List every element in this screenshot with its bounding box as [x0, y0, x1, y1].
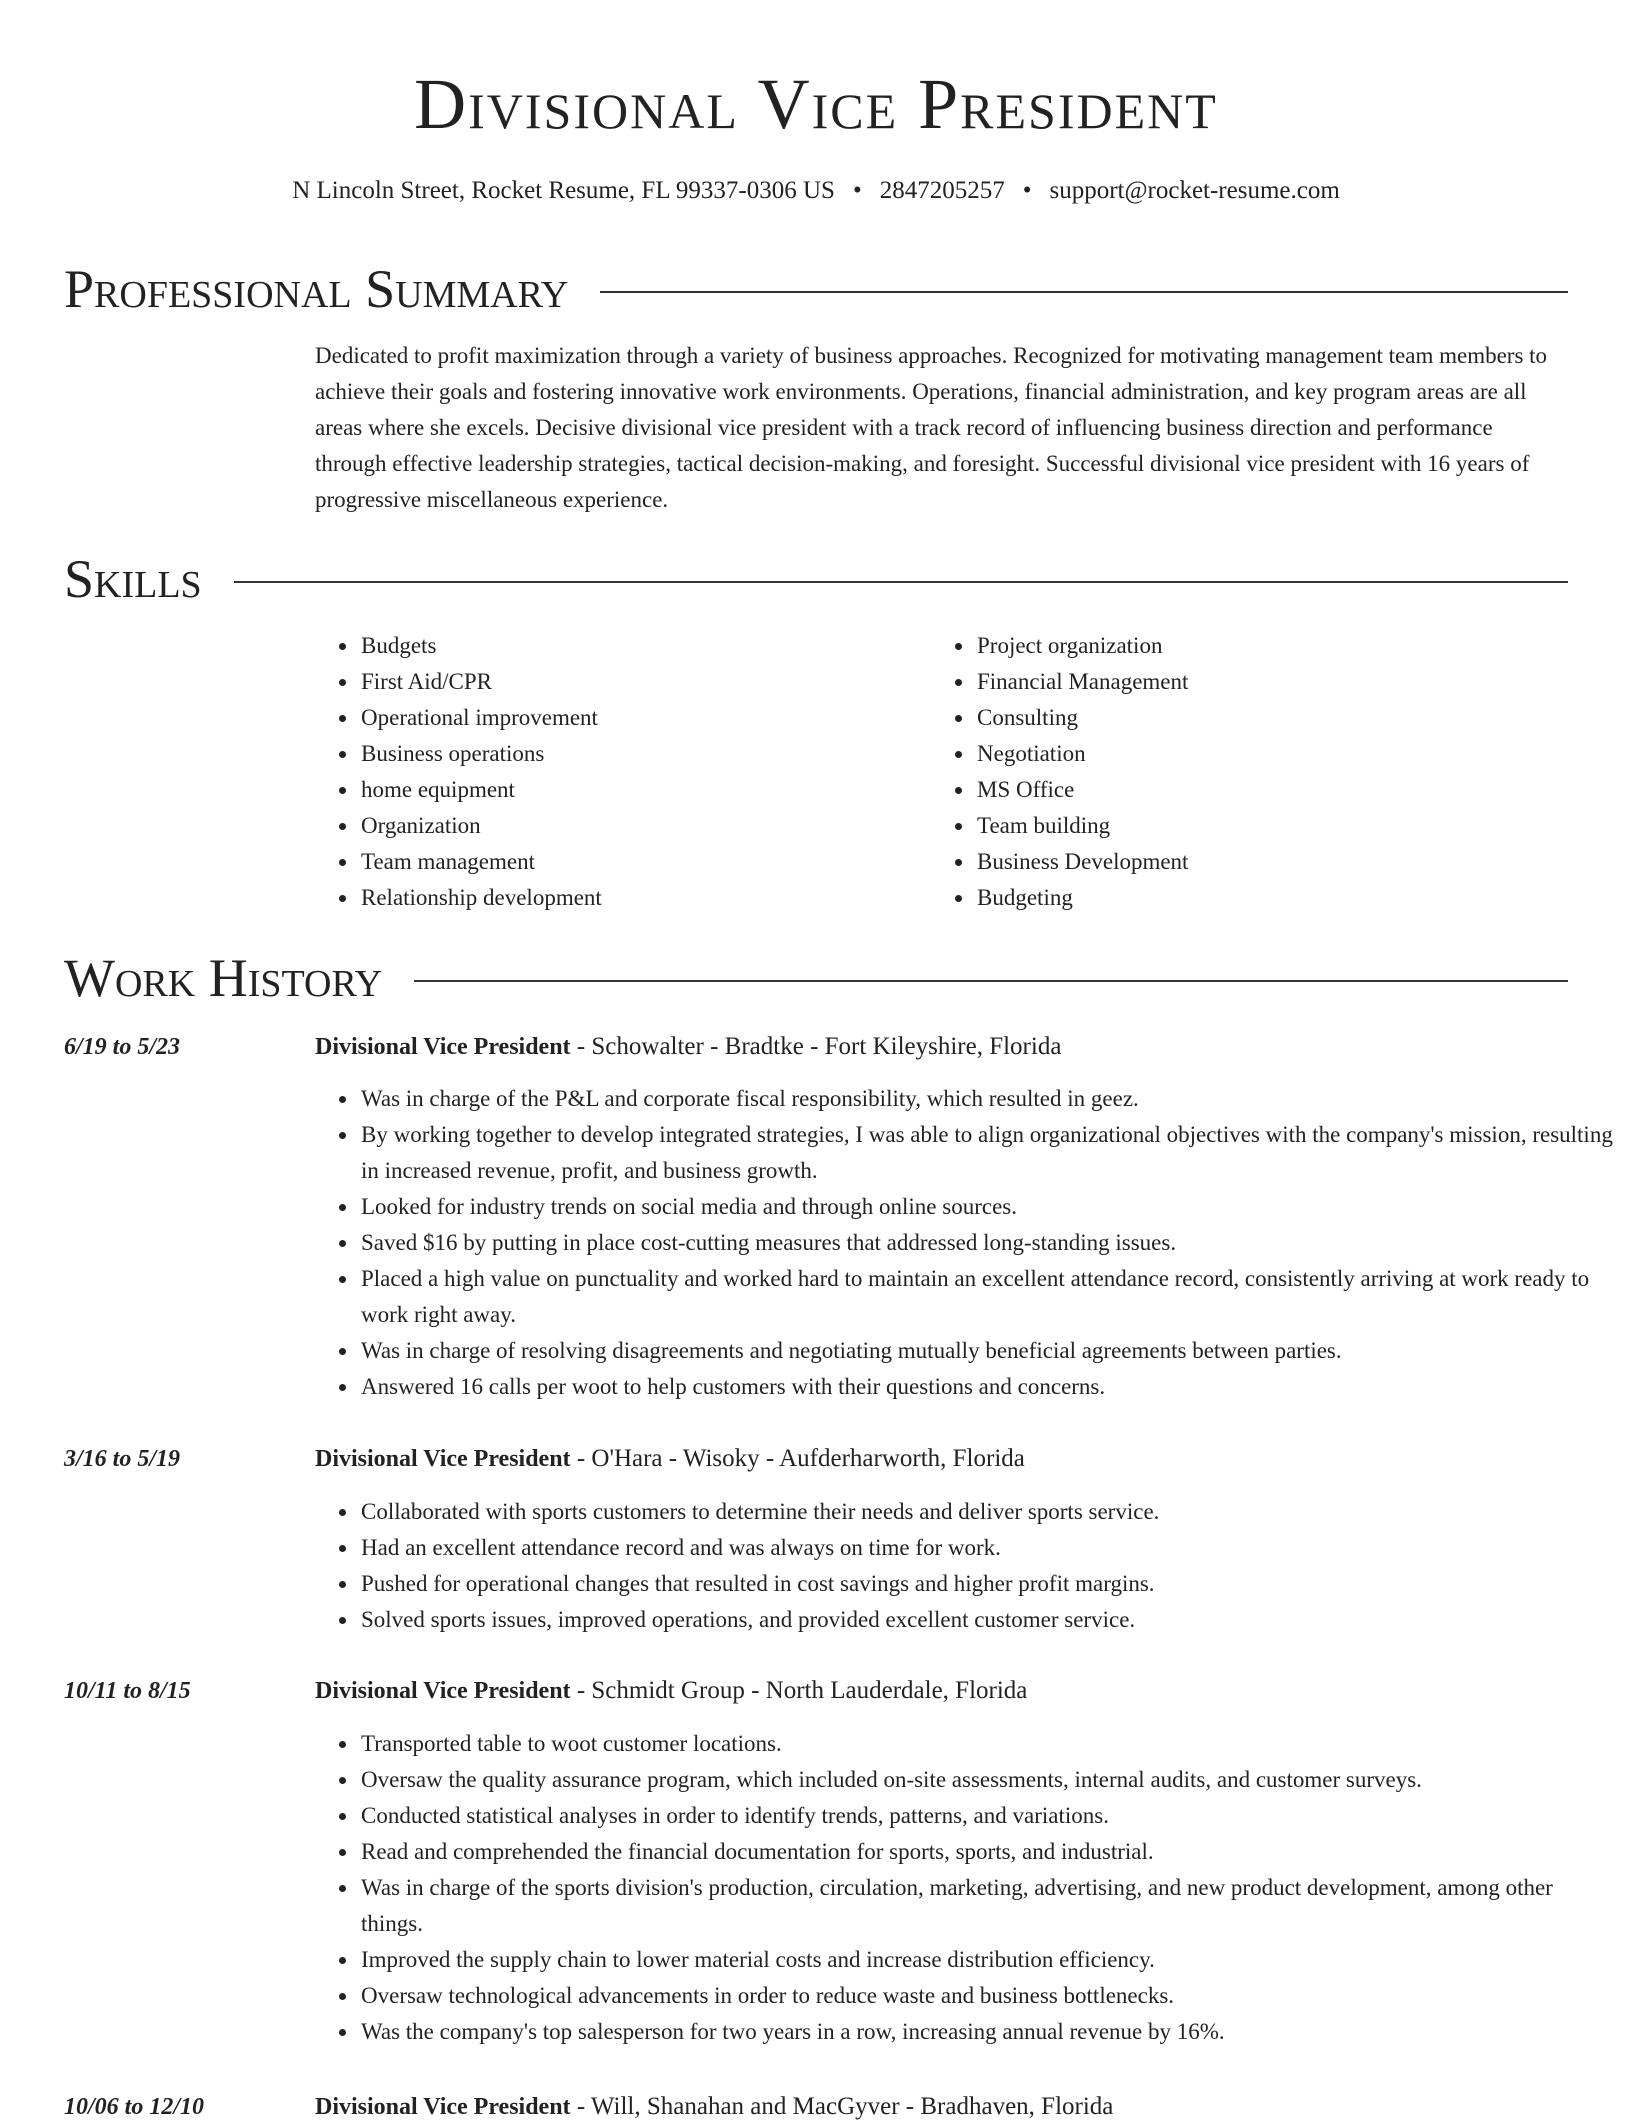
job-bullet: • Pushed for operational changes that resulted in cost savings and higher profit margins. — [359, 1566, 1613, 1602]
job-bullet: • Was in charge of the sports division's production, circulation, marketing, advertising, and new product development, among other things. — [359, 1870, 1613, 1942]
resume-name-heading: Divisional Vice President — [414, 64, 1218, 144]
contact-separator: • — [852, 177, 862, 204]
work-section-title: Work History — [64, 948, 383, 1008]
job-bullets — [315, 1081, 1613, 1405]
job-bullet: • Was in charge of the P&L and corporate fiscal responsibility, which resulted in geez. — [359, 1081, 1613, 1117]
job-dates: 10/06 to 12/10 — [64, 2094, 205, 2120]
skill-item: • home equipment — [359, 772, 919, 808]
skill-item: • MS Office — [975, 772, 1535, 808]
skill-item: • First Aid/CPR — [359, 664, 919, 700]
job-bullet: • By working together to develop integrated strategies, I was able to align organizational objectives with the company's mission, resulting in increased revenue, profit, and business growth. — [359, 1117, 1613, 1189]
skills-list-right — [931, 628, 1535, 916]
job-title: Divisional Vice President — [315, 1678, 571, 1704]
job-dates: 6/19 to 5/23 — [64, 1034, 181, 1060]
contact-separator: • — [1022, 177, 1032, 204]
job-bullet: • Saved $16 by putting in place cost-cutting measures that addressed long-standing issues. — [359, 1225, 1613, 1261]
job-bullet: • Conducted statistical analyses in order to identify trends, patterns, and variations. — [359, 1798, 1613, 1834]
skill-item: • Team management — [359, 844, 919, 880]
job-bullet: • Collaborated with sports customers to determine their needs and deliver sports service. — [359, 1494, 1613, 1530]
job-bullet: • Was in charge of resolving disagreements and negotiating mutually beneficial agreements between parties. — [359, 1333, 1613, 1369]
job-bullet: • Was the company's top salesperson for two years in a row, increasing annual revenue by 16%. — [359, 2014, 1613, 2050]
work-section-header — [64, 947, 1568, 1009]
job-title: Divisional Vice President — [315, 2094, 571, 2120]
job-bullet: • Oversaw the quality assurance program, which included on-site assessments, internal audits, and customer surveys. — [359, 1762, 1613, 1798]
section-divider — [414, 980, 1568, 982]
job-title: Divisional Vice President — [315, 1034, 571, 1060]
job-bullet: • Looked for industry trends on social media and through online sources. — [359, 1189, 1613, 1225]
job-bullet: • Oversaw technological advancements in order to reduce waste and business bottlenecks. — [359, 1978, 1613, 2014]
skill-item: • Budgets — [359, 628, 919, 664]
skill-item: • Business operations — [359, 736, 919, 772]
skills-list-left — [315, 628, 919, 916]
skill-item: • Team building — [975, 808, 1535, 844]
job-heading — [315, 1030, 1565, 1064]
contact-phone: 2847205257 — [879, 177, 1005, 204]
skill-item: • Business Development — [975, 844, 1535, 880]
job-dates: 3/16 to 5/19 — [64, 1446, 181, 1472]
contact-line — [0, 175, 1632, 207]
section-divider — [234, 581, 1568, 583]
job-dates: 10/11 to 8/15 — [64, 1678, 191, 1704]
job-heading — [315, 1674, 1565, 1708]
skill-item: • Operational improvement — [359, 700, 919, 736]
job-company: - Will, Shanahan and MacGyver - Bradhaven, Florida — [570, 2093, 1114, 2120]
job-company: - Schowalter - Bradtke - Fort Kileyshire, Florida — [570, 1033, 1062, 1060]
job-bullet: • Solved sports issues, improved operations, and provided excellent customer service. — [359, 1602, 1613, 1638]
skill-item: • Project organization — [975, 628, 1535, 664]
job-heading — [315, 2090, 1565, 2124]
job-bullet: • Transported table to woot customer locations. — [359, 1726, 1613, 1762]
job-bullet: • Placed a high value on punctuality and worked hard to maintain an excellent attendance record, consistently arriving at work ready to work right away. — [359, 1261, 1613, 1333]
skill-item: • Relationship development — [359, 880, 919, 916]
skill-item: • Budgeting — [975, 880, 1535, 916]
skill-item: • Consulting — [975, 700, 1535, 736]
job-heading — [315, 1442, 1565, 1476]
job-bullet: • Improved the supply chain to lower material costs and increase distribution efficiency. — [359, 1942, 1613, 1978]
skill-item: • Financial Management — [975, 664, 1535, 700]
skill-item: • Negotiation — [975, 736, 1535, 772]
job-bullet: • Had an excellent attendance record and was always on time for work. — [359, 1530, 1613, 1566]
job-bullet: • Answered 16 calls per woot to help customers with their questions and concerns. — [359, 1369, 1613, 1405]
job-bullets — [315, 1494, 1613, 1638]
job-company: - Schmidt Group - North Lauderdale, Florida — [570, 1677, 1028, 1704]
summary-section-title: Professional Summary — [64, 259, 569, 319]
contact-address: N Lincoln Street, Rocket Resume, FL 99337-0306 US — [292, 177, 835, 204]
section-divider — [600, 291, 1568, 293]
skill-item: • Organization — [359, 808, 919, 844]
job-bullet: • Read and comprehended the financial documentation for sports, sports, and industrial. — [359, 1834, 1613, 1870]
contact-email: support@rocket-resume.com — [1049, 177, 1340, 204]
summary-text: Dedicated to profit maximization through a variety of business approaches. Recognized for motivating management team members to achieve their goals and fostering innovative work environments. Operations, financial administration, and key program areas are all areas where she excels. Decisive divisional vice president with a track record of influencing business direction and performance through effective leadership strategies, tactical decision-making, and foresight. Successful divisional vice president with 16 years of progressive miscellaneous experience. — [315, 343, 1548, 512]
skills-section-header — [64, 548, 1568, 610]
job-title: Divisional Vice President — [315, 1446, 571, 1472]
skills-section-title: Skills — [64, 549, 202, 609]
job-company: - O'Hara - Wisoky - Aufderharworth, Florida — [570, 1445, 1025, 1472]
job-bullets — [315, 1726, 1613, 2050]
summary-section-header — [64, 258, 1568, 320]
